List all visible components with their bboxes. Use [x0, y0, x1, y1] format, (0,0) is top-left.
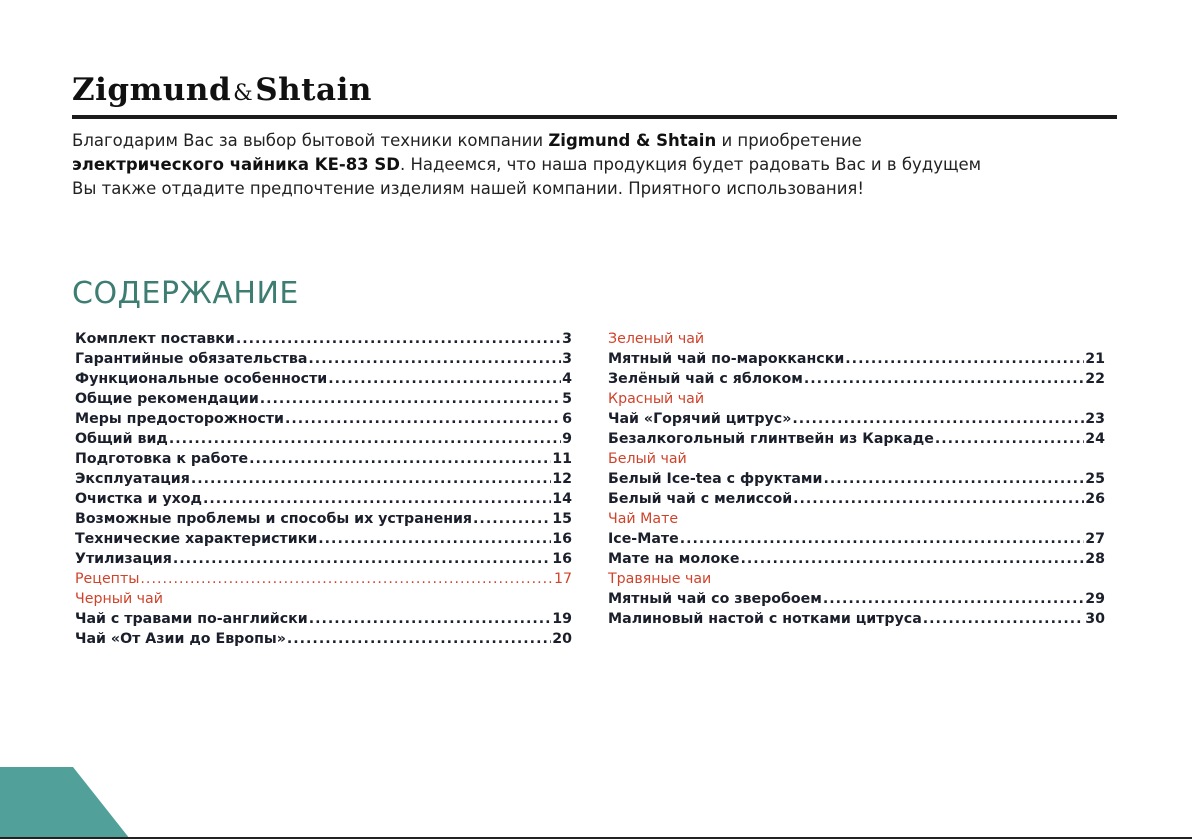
toc-entry[interactable]: [608, 409, 1105, 429]
toc-entry-label: Красный чай: [608, 391, 705, 407]
toc-entry-label: Безалкогольный глинтвейн из Каркаде: [608, 431, 934, 447]
corner-shape: [0, 767, 130, 839]
toc-section-heading: [608, 389, 1105, 409]
toc-entry-label: Мятный чай со зверобоем: [608, 591, 822, 607]
toc-entry-label: Утилизация: [75, 551, 172, 567]
brand-name-left: Zigmund: [72, 72, 232, 108]
toc-leader-dots: [169, 429, 561, 449]
header-divider: [72, 115, 1117, 119]
toc-page-number: 11: [552, 451, 572, 467]
toc-column-left: [75, 329, 572, 649]
toc-leader-dots: [328, 369, 561, 389]
toc-page-number: 3: [562, 351, 572, 367]
toc-page-number: 28: [1085, 551, 1105, 567]
toc-page-number: 25: [1085, 471, 1105, 487]
toc-entry-label: Травяные чаи: [608, 571, 712, 587]
toc-entry-label: Чай «От Азии до Европы»: [75, 631, 286, 647]
intro-text: и приобретение: [716, 131, 862, 150]
toc-entry-label: Чай Мате: [608, 511, 679, 527]
toc-entry-label: Общие рекомендации: [75, 391, 259, 407]
toc-entry[interactable]: [75, 629, 572, 649]
toc-entry-label: Меры предосторожности: [75, 411, 284, 427]
toc-entry-label: Белый чай: [608, 451, 687, 467]
toc-entry-label: Чай «Горячий цитрус»: [608, 411, 792, 427]
intro-text: Вы также отдадите предпочтение изделиям нашей компании. Приятного использования!: [72, 179, 864, 198]
brand-ampersand: &: [233, 81, 254, 106]
toc-column-right: [608, 329, 1105, 629]
toc-leader-dots: [249, 449, 551, 469]
toc-leader-dots: [823, 589, 1084, 609]
toc-entry[interactable]: [608, 469, 1105, 489]
toc-entry[interactable]: [75, 489, 572, 509]
toc-page-number: 16: [552, 551, 572, 567]
toc-entry-label: Малиновый настой с нотками цитруса: [608, 611, 922, 627]
toc-leader-dots: [287, 629, 551, 649]
toc-leader-dots: [318, 529, 551, 549]
toc-leader-dots: [473, 509, 551, 529]
toc-entry[interactable]: [608, 369, 1105, 389]
toc-entry[interactable]: [608, 589, 1105, 609]
toc-entry[interactable]: [75, 349, 572, 369]
toc-section-heading: [608, 449, 1105, 469]
toc-leader-dots: [792, 409, 1084, 429]
toc-entry-label: Эксплуатация: [75, 471, 190, 487]
toc-section-heading: [608, 329, 1105, 349]
toc-page-number: 19: [552, 611, 572, 627]
toc-entry[interactable]: [75, 389, 572, 409]
toc-page-number: 30: [1085, 611, 1105, 627]
toc-leader-dots: [804, 369, 1084, 389]
toc-page-number: 27: [1085, 531, 1105, 547]
toc-entry[interactable]: [608, 489, 1105, 509]
toc-entry[interactable]: [608, 529, 1105, 549]
toc-title: СОДЕРЖАНИЕ: [72, 276, 299, 311]
toc-page-number: 3: [562, 331, 572, 347]
toc-page-number: 5: [562, 391, 572, 407]
toc-entry[interactable]: [608, 549, 1105, 569]
toc-leader-dots: [935, 429, 1084, 449]
toc-entry[interactable]: [75, 409, 572, 429]
toc-entry-label: Белый Ice-tea с фруктами: [608, 471, 823, 487]
toc-leader-dots: [309, 609, 552, 629]
toc-section-heading: [608, 509, 1105, 529]
toc-entry[interactable]: [75, 469, 572, 489]
intro-paragraph: [72, 129, 1112, 201]
toc-leader-dots: [680, 529, 1085, 549]
toc-entry-label: Ice-Мате: [608, 531, 679, 547]
toc-leader-dots: [823, 469, 1084, 489]
toc-page-number: 9: [562, 431, 572, 447]
toc-page-number: 20: [552, 631, 572, 647]
toc-entry[interactable]: [75, 549, 572, 569]
toc-entry-label: Рецепты: [75, 571, 140, 587]
toc-leader-dots: [845, 349, 1084, 369]
toc-leader-dots: [793, 489, 1084, 509]
toc-entry-label: Функциональные особенности: [75, 371, 328, 387]
toc-entry[interactable]: [75, 429, 572, 449]
toc-entry-label: Черный чай: [75, 591, 163, 607]
toc-entry-label: Зелёный чай с яблоком: [608, 371, 803, 387]
toc-page-number: 4: [562, 371, 572, 387]
toc-entry-label: Мате на молоке: [608, 551, 740, 567]
toc-page-number: 16: [552, 531, 572, 547]
toc-entry[interactable]: [75, 449, 572, 469]
intro-brand: Zigmund & Shtain: [548, 131, 717, 150]
toc-page-number: 26: [1085, 491, 1105, 507]
toc-leader-dots: [285, 409, 561, 429]
toc-leader-dots: [236, 329, 561, 349]
toc-entry[interactable]: [608, 429, 1105, 449]
toc-leader-dots: [203, 489, 551, 509]
toc-entry-label: Общий вид: [75, 431, 168, 447]
toc-entry[interactable]: [75, 609, 572, 629]
toc-entry-label: Подготовка к работе: [75, 451, 249, 467]
toc-entry[interactable]: [75, 369, 572, 389]
brand-logo: [72, 70, 372, 114]
brand-name-right: Shtain: [255, 72, 372, 108]
toc-page-number: 6: [562, 411, 572, 427]
intro-text: . Надеемся, что наша продукция будет радовать Вас и в будущем: [399, 155, 982, 174]
toc-section-heading: [75, 589, 572, 609]
toc-page-number: 24: [1085, 431, 1105, 447]
toc-entry-label: Очистка и уход: [75, 491, 203, 507]
intro-product: электрического чайника KE-83 SD: [72, 155, 400, 174]
toc-entry[interactable]: [75, 569, 572, 589]
toc-entry-label: Возможные проблемы и способы их устранения: [75, 511, 473, 527]
toc-entry-label: Гарантийные обязательства: [75, 351, 308, 367]
toc-page-number: 15: [552, 511, 572, 527]
toc-entry-label: Зеленый чай: [608, 331, 705, 347]
toc-leader-dots: [191, 469, 551, 489]
toc-page-number: 29: [1085, 591, 1105, 607]
toc-entry[interactable]: [75, 509, 572, 529]
toc-leader-dots: [308, 349, 561, 369]
toc-page-number: 23: [1085, 411, 1105, 427]
toc-entry[interactable]: [608, 349, 1105, 369]
toc-leader-dots: [260, 389, 561, 409]
toc-page-number: 17: [553, 571, 572, 587]
toc-leader-dots: [140, 569, 553, 589]
toc-leader-dots: [923, 609, 1084, 629]
toc-leader-dots: [741, 549, 1085, 569]
toc-entry[interactable]: [608, 609, 1105, 629]
corner-decoration: [0, 767, 130, 839]
toc-entry-label: Комплект поставки: [75, 331, 235, 347]
toc-page-number: 14: [552, 491, 572, 507]
toc-entry-label: Мятный чай по-мароккански: [608, 351, 845, 367]
intro-text: Благодарим Вас за выбор бытовой техники компании: [72, 131, 549, 150]
toc-entry-label: Белый чай с мелиссой: [608, 491, 793, 507]
toc-section-heading: [608, 569, 1105, 589]
toc-entry-label: Чай с травами по-английски: [75, 611, 308, 627]
toc-page-number: 12: [552, 471, 572, 487]
toc-leader-dots: [173, 549, 551, 569]
toc-page-number: 22: [1085, 371, 1105, 387]
toc-entry[interactable]: [75, 529, 572, 549]
toc-entry-label: Технические характеристики: [75, 531, 318, 547]
toc-entry[interactable]: [75, 329, 572, 349]
toc-page-number: 21: [1085, 351, 1105, 367]
